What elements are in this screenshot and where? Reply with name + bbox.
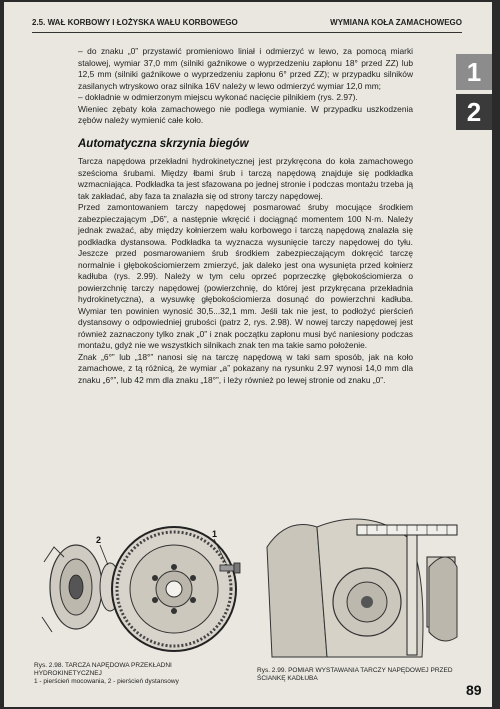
figure-caption-2-98 xyxy=(34,662,234,686)
caption-title: Rys. 2.98. TARCZA NAPĘDOWA PRZEKŁADNI HYDROKINETYCZNEJ xyxy=(34,662,172,677)
figure-caption-2-99 xyxy=(257,667,462,683)
caption-body: 1 - pierścień mocowania, 2 - pierścień dystansowy xyxy=(34,678,179,685)
paragraph: Przed zamontowaniem tarczy napędowej posmarować śruby mocujące środkiem zabezpieczającym „D6”, a następnie wkręcić i dociągnąć momentem 100 N·m. Należy jednak zważać, aby między kołnierzem wału korbowego i tarczą napędową znalazła się podkładka dystansowa. Podkładka ta wyznacza wysunięcie tarczy napędowej do tyłu. Jeszcze przed posmarowaniem śrub środkiem zabezpieczającym dokręcić tarczę normalnie i głębokościomierzem zmierzyć, jak daleko jest ona wysunięta przed kołnierz kadłuba (rys. 2.99). Należy w tym celu oprzeć poprzeczkę głębokościomierza o powierzchnię tarczy napędowej (powierzchnię, do której jest przykręcana przekładnia hydrokinetyczna), a wysuwkę głębokościomierza dosunąć do powierzchni kadłuba. Wymiar ten powinien wynosić 30,5...32,1 mm. Jeśli tak nie jest, to podłożyć pierścień dystansowy o odpowiedniej grubości (patrz 2, rys. 2.98). W nowej tarczy napędowej jest również zaznaczony tylko znak „0” i znak początku zapłonu musi być naniesiony podczas montażu, gdyż nie we wszystkich silnikach znak ten ma takie samo położenie. xyxy=(78,202,413,350)
caption-title: Rys. 2.99. POMIAR WYSTAWANIA TARCZY NAPĘDOWEJ PRZED ŚCIANKĘ KADŁUBA xyxy=(257,667,453,682)
measurement-illustration xyxy=(257,507,462,667)
page xyxy=(4,2,492,707)
figure-measurement xyxy=(257,507,462,667)
header-left: 2.5. WAŁ KORBOWY I ŁOŻYSKA WAŁU KORBOWEGO xyxy=(32,18,238,27)
paragraph: Wieniec zębaty koła zamachowego nie podlega wymianie. W przypadku uszkodzenia zębów należy wymienić całe koło. xyxy=(78,103,413,125)
paragraph: – do znaku „0” przystawić promieniowo liniał i odmierzyć w lewo, za pomocą miarki stalowej, wymiar 37,0 mm (silniki gaźnikowe o wyprzedzeniu zapłonu 18° przed ZZ) lub 12,5 mm (silniki gaźnikowe o wyprzedzeniu zapłonu 6° przed ZZ); w przypadku silników zasilanych wtryskowo oraz silnika 16V należy w lewo odmierzyć wymiar 12,0 mm; xyxy=(78,46,413,91)
figure-label-2: 2 xyxy=(96,535,102,545)
paragraph: Tarcza napędowa przekładni hydrokinetycznej jest przykręcona do koła zamachowego sześcioma śrubami. Między łbami śrub i tarczą napędową znajduje się podkładka wzmacniająca. Podkładka ta jest sfazowana po jednej stronie i podczas montażu trzeba ją tak zakładać, aby faza ta znalazła się od strony tarczy napędowej. xyxy=(78,156,413,201)
drive-plate-illustration xyxy=(24,507,244,667)
running-header xyxy=(32,16,462,33)
page-number: 89 xyxy=(466,682,482,698)
engine-block xyxy=(267,519,423,657)
chapter-tab-1: 1 xyxy=(456,54,492,90)
hand xyxy=(429,557,457,641)
body-text xyxy=(78,46,413,386)
paragraph: Znak „6°” lub „18°” nanosi się na tarczę napędową w taki sam sposób, jak na koło zamachowe, z tą różnicą, że wymiar „a” pokazany na rysunku 2.97 wynosi 14,0 mm dla znaku „6°”, lub 42 mm dla znaku „18°”, i leży również po lewej stronie od znaku „0”. xyxy=(78,351,413,385)
paragraph: – dokładnie w odmierzonym miejscu wykonać nacięcie pilnikiem (rys. 2.97). xyxy=(78,92,358,102)
figure-drive-plate xyxy=(24,507,244,667)
section-title: Automatyczna skrzynia biegów xyxy=(78,137,249,150)
chapter-tab-2: 2 xyxy=(456,94,492,130)
header-right: WYMIANA KOŁA ZAMACHOWEGO xyxy=(330,18,462,27)
chapter-tabs xyxy=(456,54,492,134)
figure-label-1: 1 xyxy=(212,529,218,539)
